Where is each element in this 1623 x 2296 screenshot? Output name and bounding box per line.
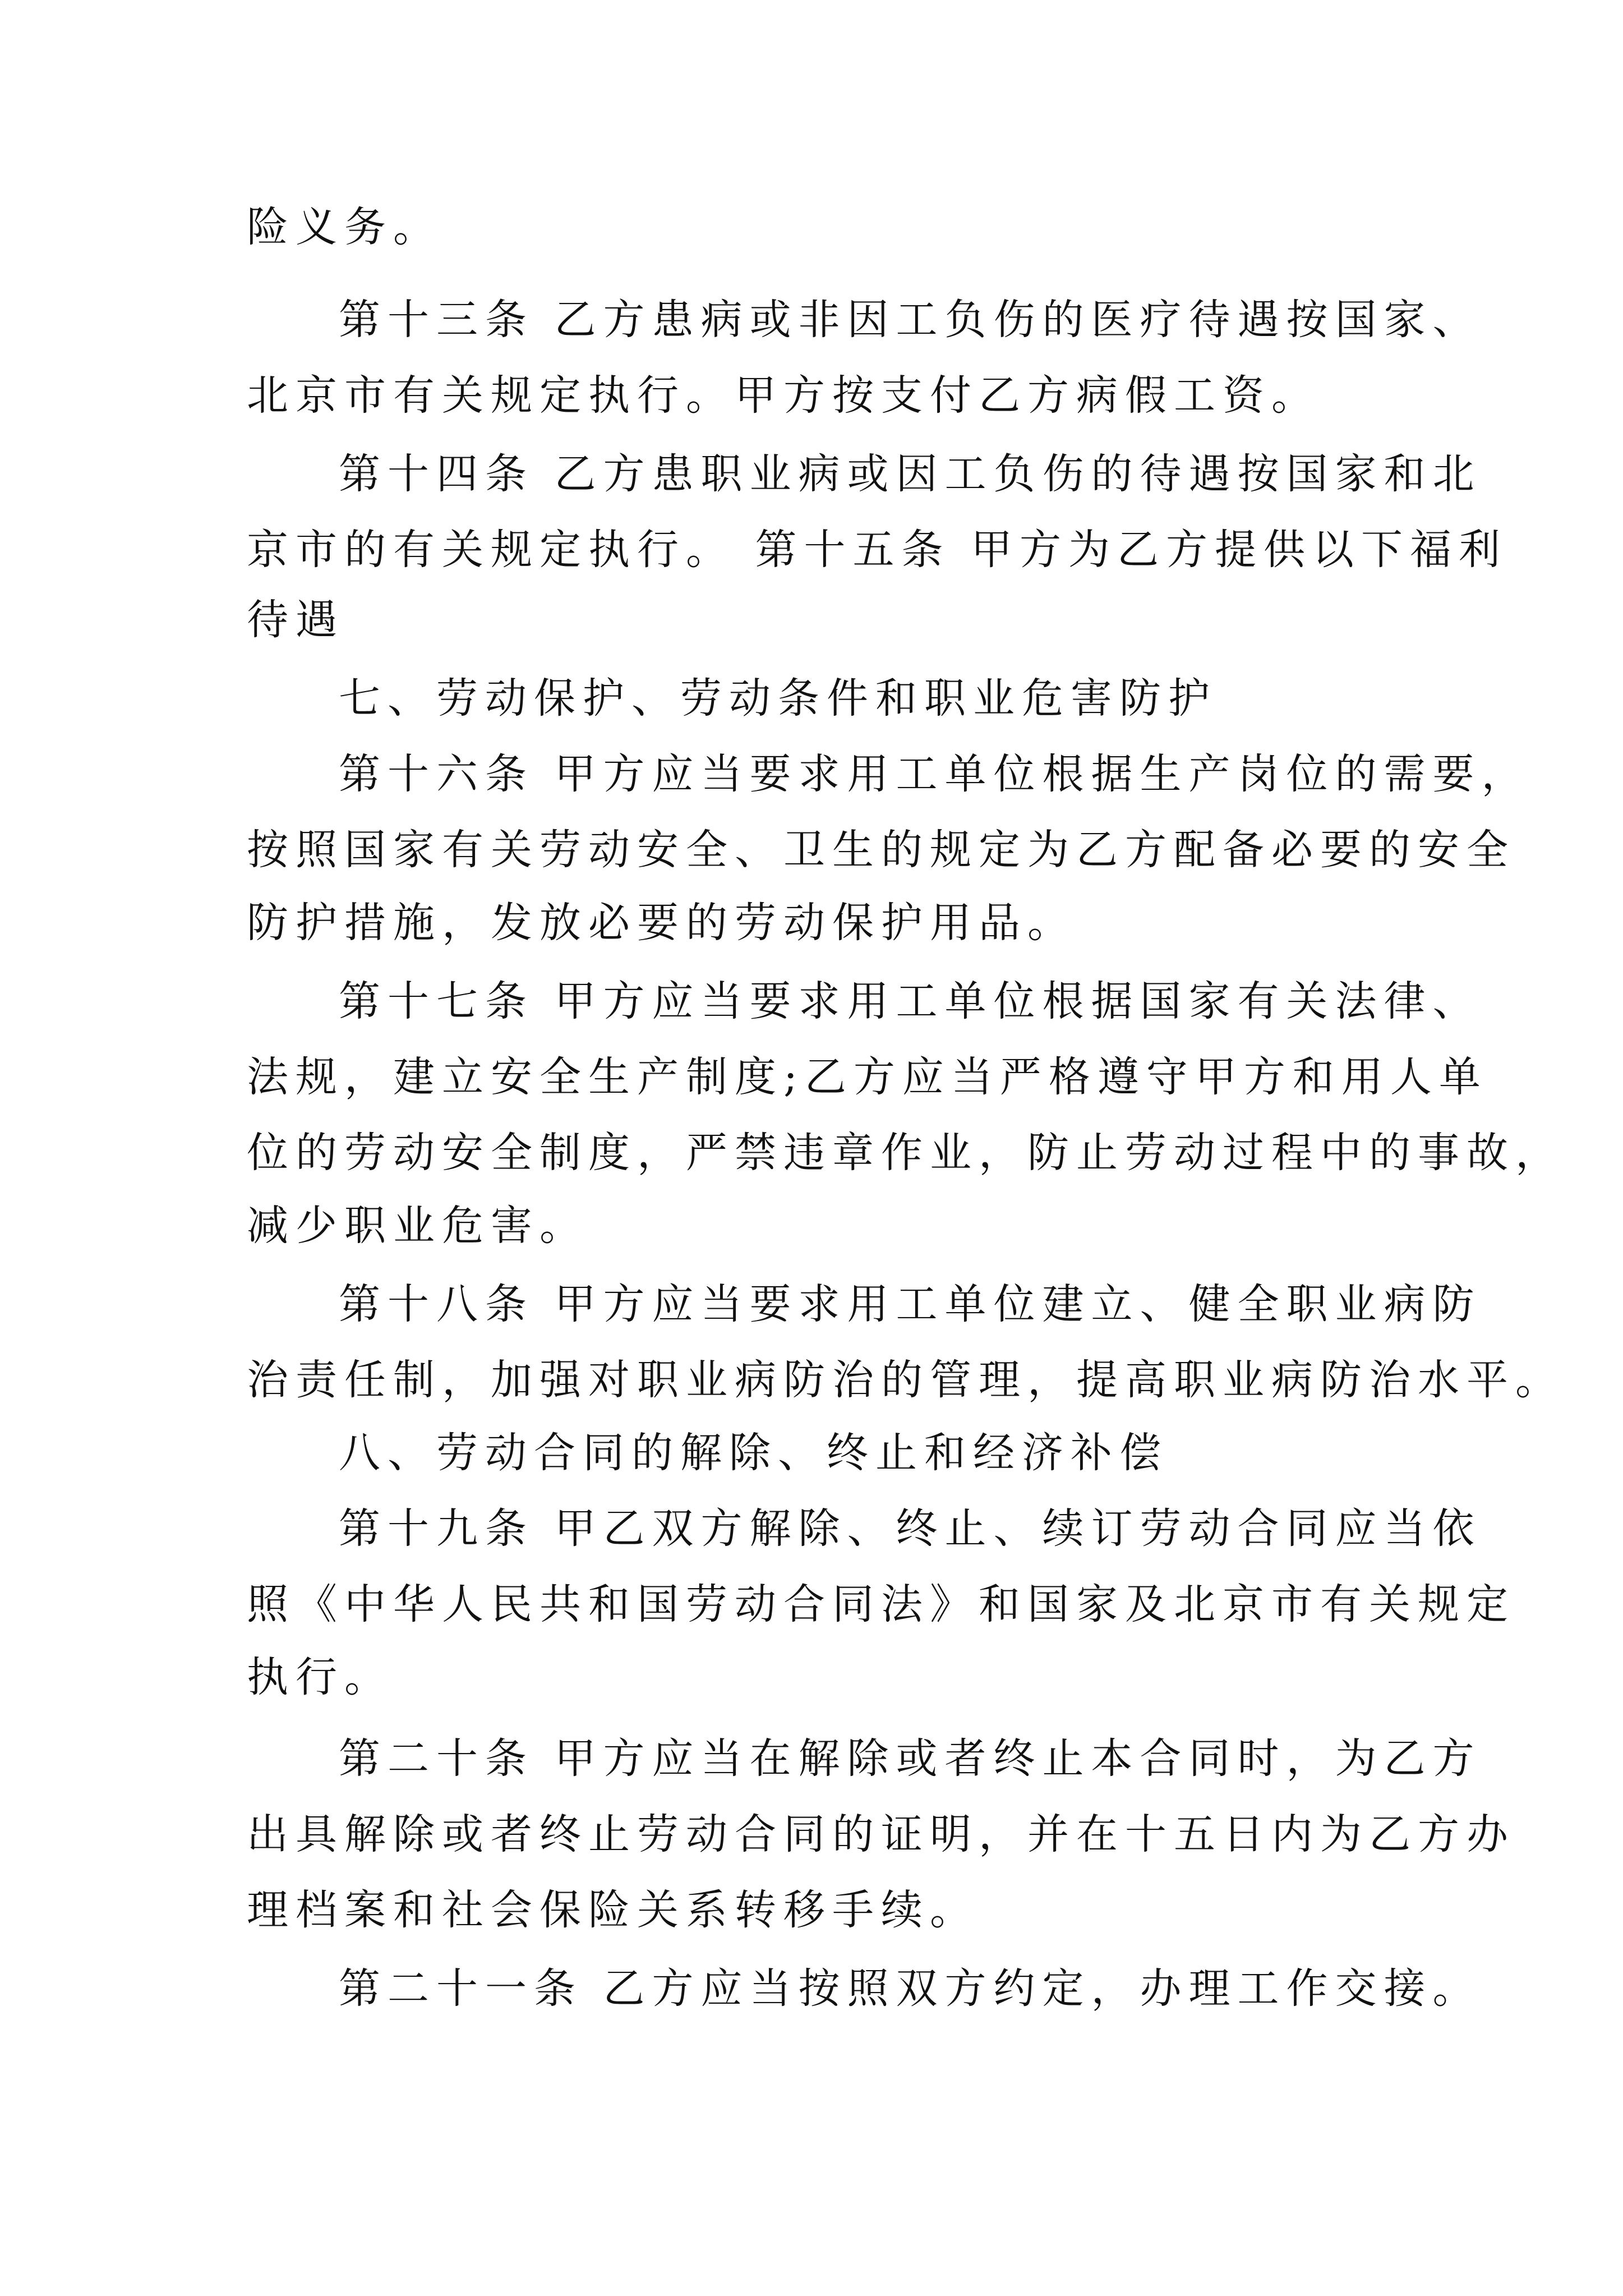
article-17-line-3: 位的劳动安全制度，严禁违章作业，防止劳动过程中的事故，: [247, 1129, 1564, 1177]
article-16-line-1: 第十六条 甲方应当要求用工单位根据生产岗位的需要，: [339, 750, 1530, 798]
article-17-line-2: 法规，建立安全生产制度;乙方应当严格遵守甲方和用人单: [247, 1053, 1488, 1101]
article-18-line-2: 治责任制，加强对职业病防治的管理，提高职业病防治水平。: [247, 1356, 1564, 1404]
article-18-line-1: 第十八条 甲方应当要求用工单位建立、健全职业病防: [339, 1280, 1482, 1328]
article-20-line-3: 理档案和社会保险关系转移手续。: [247, 1886, 979, 1934]
article-13-line-1: 第十三条 乙方患病或非因工负伤的医疗待遇按国家、: [339, 296, 1482, 344]
article-14-line-1: 第十四条 乙方患职业病或因工负伤的待遇按国家和北: [339, 450, 1482, 498]
text-line-1: 险义务。: [247, 203, 442, 251]
article-13-line-2: 北京市有关规定执行。甲方按支付乙方病假工资。: [247, 371, 1320, 420]
article-14-line-2: 京市的有关规定执行。 第十五条 甲方为乙方提供以下福利: [247, 526, 1508, 574]
article-15-line-2: 待遇: [247, 596, 344, 644]
article-21-line-1: 第二十一条 乙方应当按照双方约定，办理工作交接。: [339, 1964, 1482, 2013]
article-20-line-1: 第二十条 甲方应当在解除或者终止本合同时，为乙方: [339, 1734, 1482, 1783]
article-19-line-1: 第十九条 甲乙双方解除、终止、续订劳动合同应当依: [339, 1504, 1482, 1553]
article-16-line-3: 防护措施，发放必要的劳动保护用品。: [247, 899, 1076, 947]
article-19-line-2: 照《中华人民共和国劳动合同法》和国家及北京市有关规定: [247, 1580, 1515, 1628]
section-7-heading: 七、劳动保护、劳动条件和职业危害防护: [339, 674, 1217, 723]
article-17-line-1: 第十七条 甲方应当要求用工单位根据国家有关法律、: [339, 977, 1482, 1025]
section-8-heading: 八、劳动合同的解除、终止和经济补偿: [339, 1429, 1168, 1477]
article-17-line-4: 减少职业危害。: [247, 1202, 588, 1250]
article-20-line-2: 出具解除或者终止劳动合同的证明，并在十五日内为乙方办: [247, 1810, 1515, 1858]
article-16-line-2: 按照国家有关劳动安全、卫生的规定为乙方配备必要的安全: [247, 826, 1515, 874]
article-19-line-3: 执行。: [247, 1653, 393, 1701]
